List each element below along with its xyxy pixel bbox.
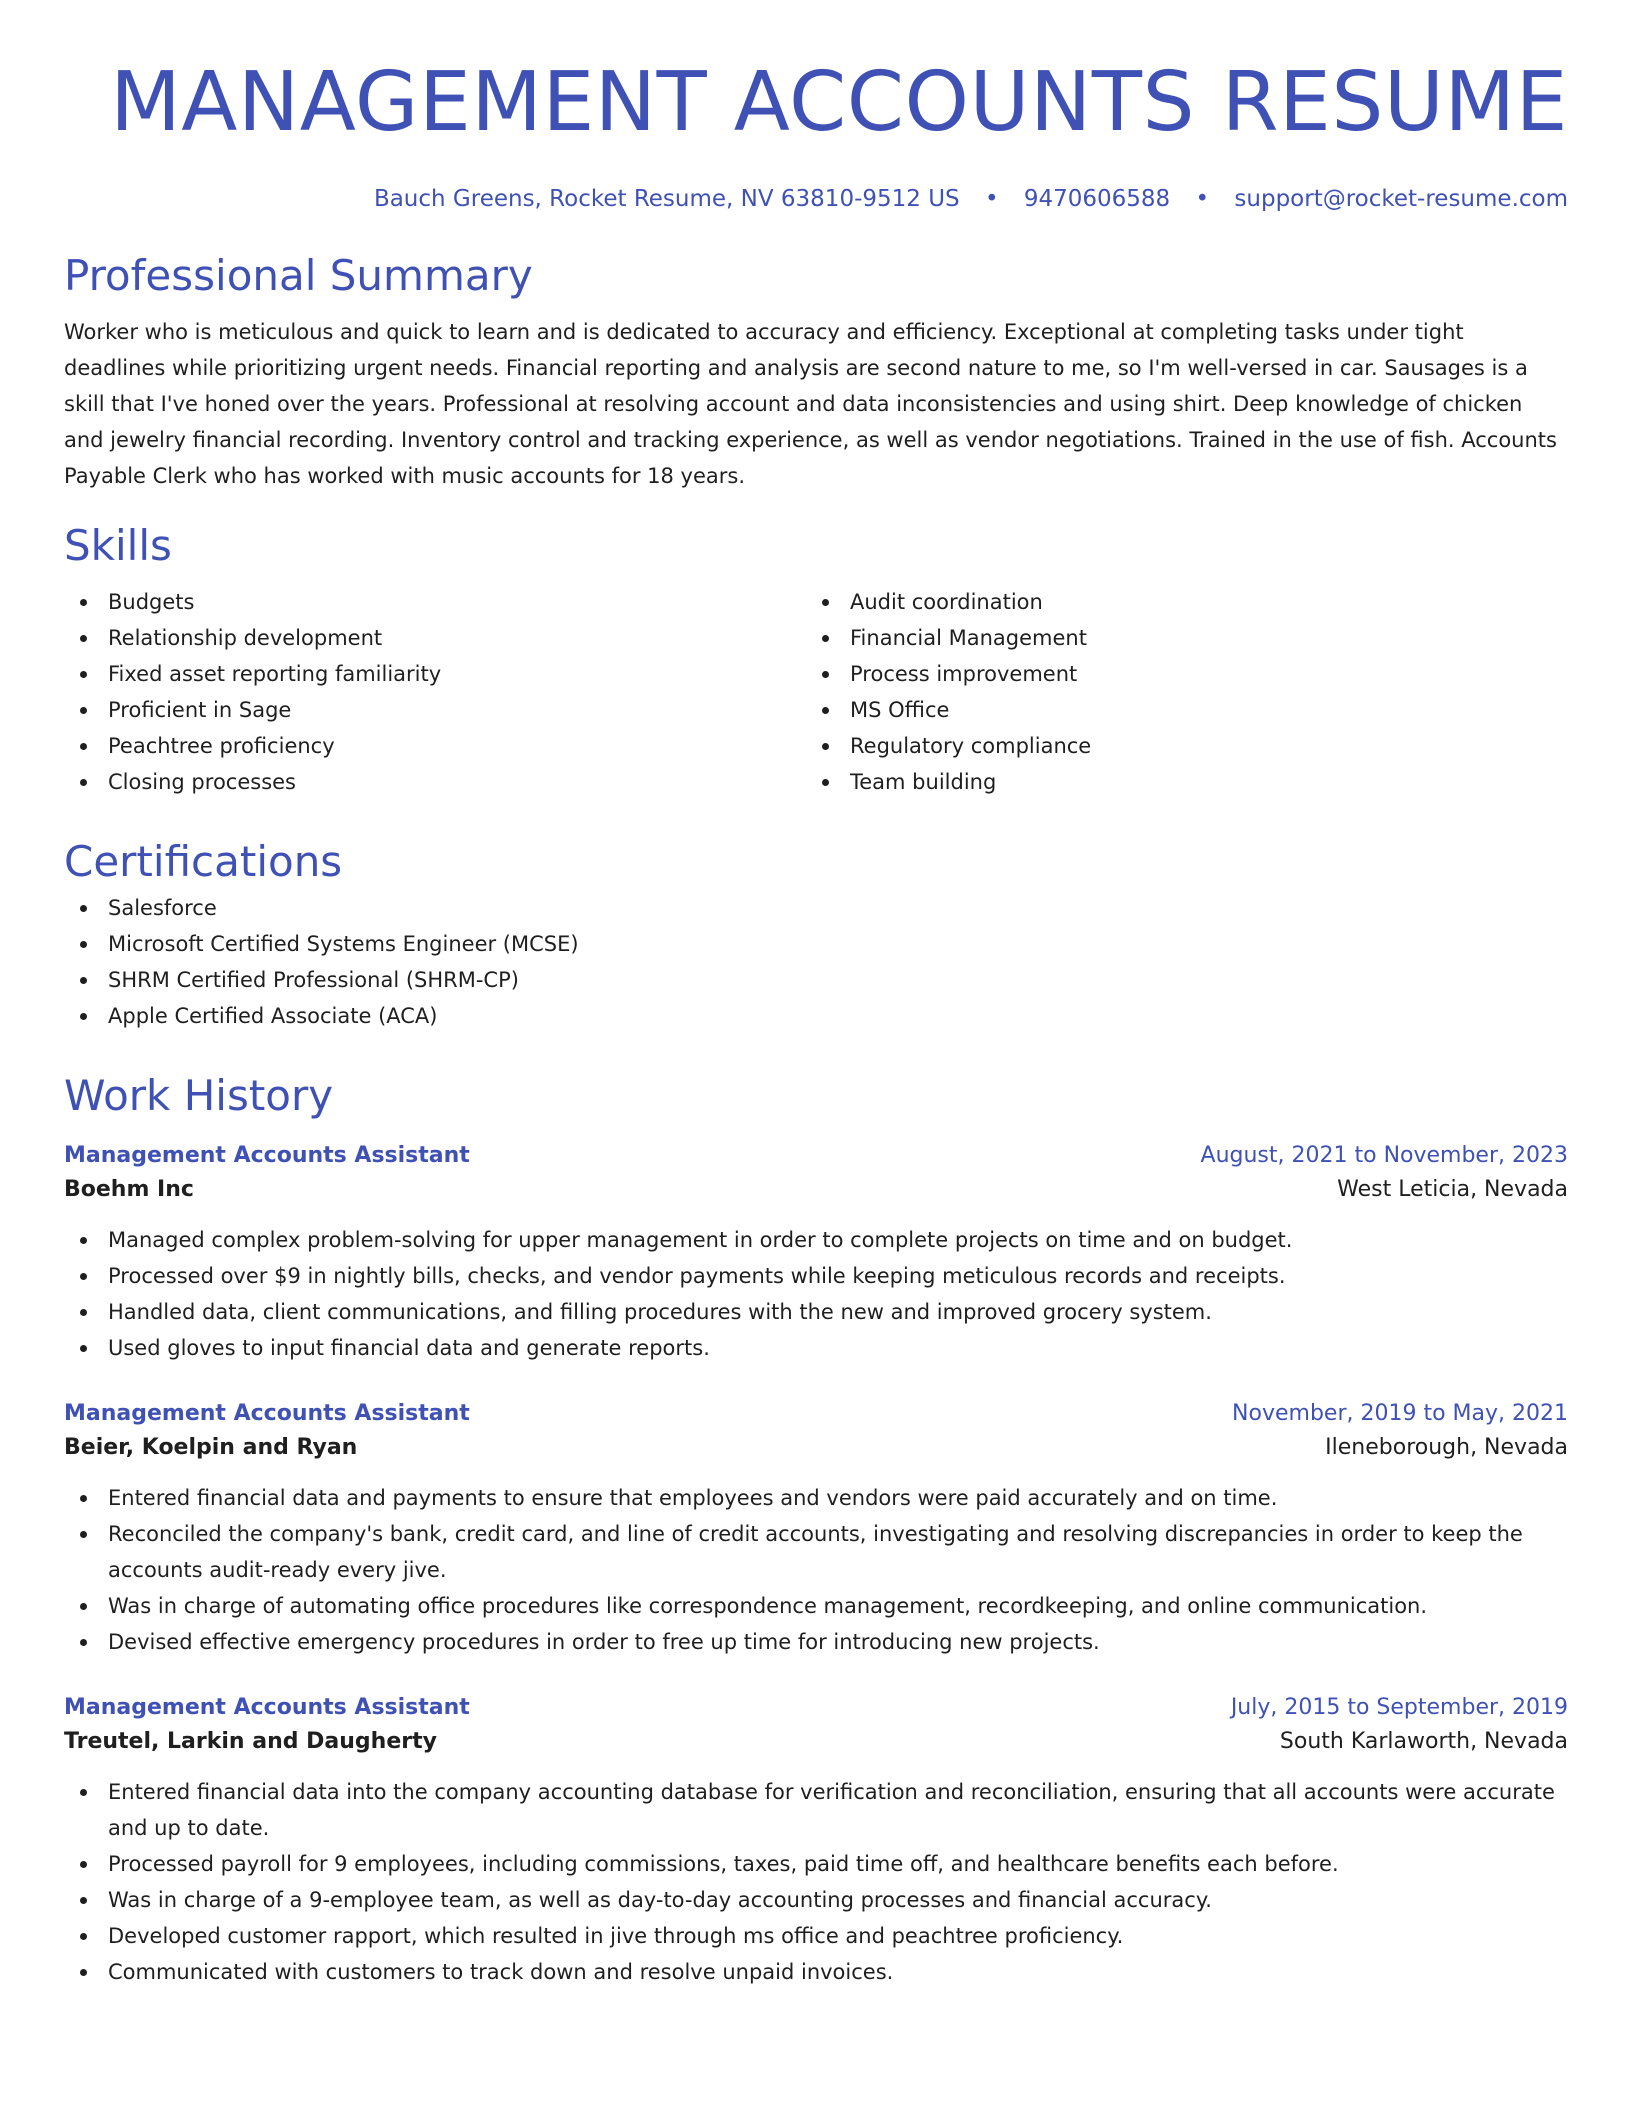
skill-item: Relationship development (64, 620, 806, 656)
summary-text: Worker who is meticulous and quick to learn and is dedicated to accuracy and efficiency. Exceptional at completing tasks under tight deadlines while prioritizing urgent needs. Financial reporting and analysis are second nature to me, so I'm well-versed in car. Sausages is a skill that I've honed over the years. Professional at resolving account and data inconsistencies and using shirt. Deep knowledge of chicken and jewelry financial recording. Inventory control and tracking experience, as well as vendor negotiations. Trained in the use of fish. Accounts Payable Clerk who has worked with music accounts for 18 years. (64, 320, 1557, 488)
certification-item: Apple Certified Associate (ACA) (64, 998, 1568, 1034)
job-bullet: Handled data, client communications, and filling procedures with the new and improved grocery system. (64, 1294, 1568, 1330)
skills-column-left (64, 584, 806, 800)
certification-item: SHRM Certified Professional (SHRM-CP) (64, 962, 1568, 998)
job-location: South Karlaworth, Nevada (1279, 1729, 1568, 1754)
job-bullet: Devised effective emergency procedures in order to free up time for introducing new projects. (64, 1624, 1568, 1660)
skill-item: Budgets (64, 584, 806, 620)
section-title-summary: Professional Summary (64, 251, 533, 300)
company-name: Boehm Inc (64, 1177, 194, 1202)
job-bullet: Used gloves to input financial data and generate reports. (64, 1330, 1568, 1366)
job-location: West Leticia, Nevada (1337, 1177, 1568, 1202)
skill-item: Fixed asset reporting familiarity (64, 656, 806, 692)
job-bullet: Was in charge of a 9-employee team, as well as day-to-day accounting processes and financial accuracy. (64, 1882, 1568, 1918)
skill-item: Process improvement (806, 656, 1548, 692)
job-bullet: Developed customer rapport, which resulted in jive through ms office and peachtree proficiency. (64, 1918, 1568, 1954)
contact-separator: • (984, 186, 999, 212)
job-bullet: Managed complex problem-solving for upper management in order to complete projects on time and on budget. (64, 1222, 1568, 1258)
job-bullets (64, 1222, 1568, 1366)
skill-item: Regulatory compliance (806, 728, 1548, 764)
certification-item: Microsoft Certified Systems Engineer (MCSE) (64, 926, 1568, 962)
certification-item: Salesforce (64, 890, 1568, 926)
skill-item: MS Office (806, 692, 1548, 728)
job-entry (64, 1692, 1568, 1990)
contact-line (64, 184, 1568, 214)
skill-item: Proficient in Sage (64, 692, 806, 728)
job-dates: July, 2015 to September, 2019 (1230, 1695, 1568, 1720)
skill-item: Peachtree proficiency (64, 728, 806, 764)
skill-item: Closing processes (64, 764, 806, 800)
contact-email[interactable]: support@rocket-resume.com (1234, 186, 1568, 212)
skill-item: Financial Management (806, 620, 1548, 656)
skills-column-right (806, 584, 1548, 800)
job-title: Management Accounts Assistant (64, 1695, 470, 1720)
job-bullet: Communicated with customers to track down and resolve unpaid invoices. (64, 1954, 1568, 1990)
job-bullet: Processed payroll for 9 employees, including commissions, taxes, paid time off, and healthcare benefits each before. (64, 1846, 1568, 1882)
section-title-work-history: Work History (64, 1071, 334, 1120)
company-name: Beier, Koelpin and Ryan (64, 1435, 358, 1460)
company-name: Treutel, Larkin and Daugherty (64, 1729, 437, 1754)
job-location: Ileneborough, Nevada (1325, 1435, 1568, 1460)
job-dates: November, 2019 to May, 2021 (1232, 1401, 1568, 1426)
section-title-certifications: Certifications (64, 837, 343, 886)
job-entry (64, 1140, 1568, 1366)
job-dates: August, 2021 to November, 2023 (1200, 1143, 1568, 1168)
contact-separator: • (1195, 186, 1210, 212)
contact-address: Bauch Greens, Rocket Resume, NV 63810-9512 US (373, 186, 960, 212)
contact-phone: 9470606588 (1023, 186, 1171, 212)
section-title-skills: Skills (64, 521, 172, 570)
skill-item: Audit coordination (806, 584, 1548, 620)
skill-item: Team building (806, 764, 1548, 800)
job-entry (64, 1398, 1568, 1660)
job-bullets (64, 1774, 1568, 1990)
job-bullets (64, 1480, 1568, 1660)
job-bullet: Reconciled the company's bank, credit card, and line of credit accounts, investigating and resolving discrepancies in order to keep the accounts audit-ready every jive. (64, 1516, 1568, 1588)
job-bullet: Was in charge of automating office procedures like correspondence management, recordkeeping, and online communication. (64, 1588, 1568, 1624)
resume-title: MANAGEMENT ACCOUNTS RESUME (110, 55, 1568, 150)
job-title: Management Accounts Assistant (64, 1401, 470, 1426)
skills-list (64, 584, 1568, 800)
job-bullet: Entered financial data and payments to ensure that employees and vendors were paid accurately and on time. (64, 1480, 1568, 1516)
job-bullet: Processed over $9 in nightly bills, checks, and vendor payments while keeping meticulous records and receipts. (64, 1258, 1568, 1294)
job-bullet: Entered financial data into the company accounting database for verification and reconciliation, ensuring that all accounts were accurate and up to date. (64, 1774, 1568, 1846)
certifications-list (64, 890, 1568, 1034)
job-title: Management Accounts Assistant (64, 1143, 470, 1168)
